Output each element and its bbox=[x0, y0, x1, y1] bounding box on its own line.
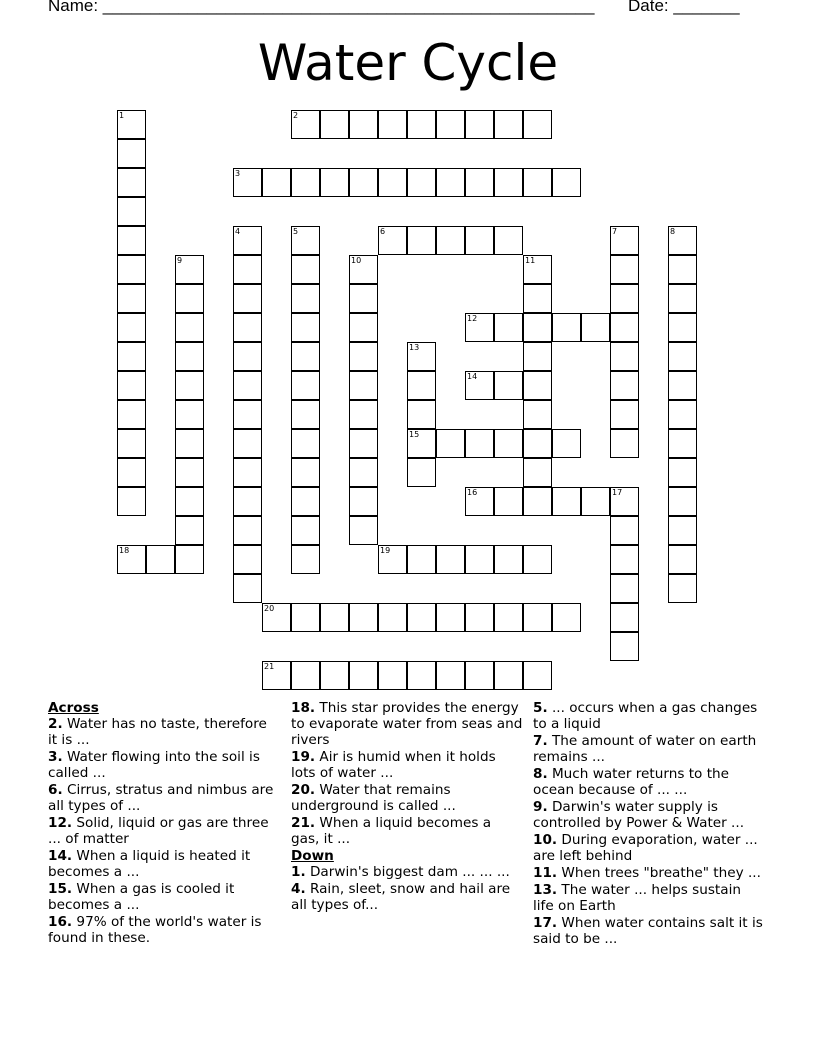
crossword-cell[interactable] bbox=[291, 545, 320, 574]
clue-number: 14. bbox=[48, 848, 73, 864]
crossword-cell[interactable] bbox=[494, 429, 523, 458]
cell-number: 20 bbox=[264, 604, 275, 613]
crossword-cell[interactable] bbox=[291, 429, 320, 458]
clue-number: 15. bbox=[48, 881, 73, 897]
crossword-cell[interactable] bbox=[291, 458, 320, 487]
name-field-label[interactable]: Name: ____________________________________________________ bbox=[48, 0, 595, 15]
clue-text: Water flowing into the soil is called ... bbox=[48, 749, 260, 781]
crossword-cell[interactable] bbox=[436, 661, 465, 690]
clue-number: 18. bbox=[291, 700, 316, 716]
crossword-cell[interactable] bbox=[668, 342, 697, 371]
crossword-cell[interactable] bbox=[291, 110, 320, 139]
clue-item bbox=[48, 749, 274, 781]
crossword-cell[interactable] bbox=[494, 226, 523, 255]
crossword-cell[interactable] bbox=[320, 110, 349, 139]
crossword-cell[interactable] bbox=[494, 110, 523, 139]
crossword-cell[interactable] bbox=[407, 110, 436, 139]
crossword-cell[interactable] bbox=[175, 371, 204, 400]
crossword-cell[interactable] bbox=[291, 284, 320, 313]
crossword-cell[interactable] bbox=[349, 342, 378, 371]
clue-text: When a liquid is heated it becomes a ... bbox=[48, 848, 251, 880]
clue-text: Water that remains underground is called ... bbox=[291, 782, 456, 814]
clue-number: 5. bbox=[533, 700, 548, 716]
crossword-cell[interactable] bbox=[291, 400, 320, 429]
crossword-cell[interactable] bbox=[610, 516, 639, 545]
crossword-cell[interactable] bbox=[233, 487, 262, 516]
crossword-cell[interactable] bbox=[668, 255, 697, 284]
crossword-cell[interactable] bbox=[378, 168, 407, 197]
crossword-cell[interactable] bbox=[465, 487, 494, 516]
cell-number: 1 bbox=[119, 111, 125, 120]
clues-column-1 bbox=[48, 700, 274, 947]
crossword-cell[interactable] bbox=[407, 661, 436, 690]
crossword-cell[interactable] bbox=[117, 371, 146, 400]
crossword-cell[interactable] bbox=[407, 226, 436, 255]
across-heading: Across bbox=[48, 700, 99, 716]
crossword-cell[interactable] bbox=[610, 487, 639, 516]
crossword-cell[interactable] bbox=[465, 545, 494, 574]
crossword-cell[interactable] bbox=[175, 487, 204, 516]
crossword-cell[interactable] bbox=[175, 400, 204, 429]
crossword-cell[interactable] bbox=[262, 603, 291, 632]
cell-number: 18 bbox=[119, 546, 130, 555]
crossword-cell[interactable] bbox=[117, 400, 146, 429]
crossword-cell[interactable] bbox=[552, 429, 581, 458]
clue-item bbox=[533, 700, 763, 732]
clue-number: 21. bbox=[291, 815, 316, 831]
cell-number: 10 bbox=[351, 256, 362, 265]
crossword-cell[interactable] bbox=[233, 429, 262, 458]
crossword-cell[interactable] bbox=[523, 487, 552, 516]
crossword-cell[interactable] bbox=[494, 371, 523, 400]
cell-number: 3 bbox=[235, 169, 241, 178]
crossword-cell[interactable] bbox=[233, 342, 262, 371]
crossword-cell[interactable] bbox=[552, 603, 581, 632]
crossword-cell[interactable] bbox=[378, 661, 407, 690]
clue-number: 4. bbox=[291, 881, 306, 897]
crossword-cell[interactable] bbox=[291, 313, 320, 342]
crossword-cell[interactable] bbox=[523, 458, 552, 487]
crossword-cell[interactable] bbox=[552, 313, 581, 342]
clue-text: Much water returns to the ocean because of ... ... bbox=[533, 766, 729, 798]
cell-number: 11 bbox=[525, 256, 536, 265]
crossword-cell[interactable] bbox=[117, 110, 146, 139]
crossword-cell[interactable] bbox=[233, 516, 262, 545]
page-title: Water Cycle bbox=[257, 34, 559, 92]
cell-number: 7 bbox=[612, 227, 618, 236]
crossword-cell[interactable] bbox=[465, 429, 494, 458]
crossword-cell[interactable] bbox=[349, 661, 378, 690]
clue-item bbox=[48, 815, 274, 847]
crossword-cell[interactable] bbox=[668, 400, 697, 429]
crossword-cell[interactable] bbox=[349, 168, 378, 197]
cell-number: 13 bbox=[409, 343, 420, 352]
cell-number: 16 bbox=[467, 488, 478, 497]
crossword-cell[interactable] bbox=[523, 400, 552, 429]
cell-number: 21 bbox=[264, 662, 275, 671]
crossword-cell[interactable] bbox=[233, 458, 262, 487]
cell-number: 5 bbox=[293, 227, 299, 236]
crossword-cell[interactable] bbox=[494, 168, 523, 197]
cell-number: 17 bbox=[612, 488, 623, 497]
clue-item bbox=[533, 882, 763, 914]
down-clue-list-continued bbox=[533, 700, 763, 947]
crossword-cell[interactable] bbox=[146, 545, 175, 574]
crossword-cell[interactable] bbox=[117, 458, 146, 487]
clue-text: Water has no taste, therefore it is ... bbox=[48, 716, 267, 748]
crossword-cell[interactable] bbox=[349, 429, 378, 458]
crossword-cell[interactable] bbox=[465, 603, 494, 632]
clue-text: The amount of water on earth remains ... bbox=[533, 733, 757, 765]
clue-item bbox=[291, 782, 523, 814]
clue-number: 7. bbox=[533, 733, 548, 749]
crossword-cell[interactable] bbox=[668, 516, 697, 545]
crossword-cell[interactable] bbox=[349, 458, 378, 487]
crossword-cell[interactable] bbox=[610, 255, 639, 284]
clue-number: 1. bbox=[291, 864, 306, 880]
crossword-cell[interactable] bbox=[668, 458, 697, 487]
cell-number: 4 bbox=[235, 227, 241, 236]
crossword-cell[interactable] bbox=[291, 487, 320, 516]
date-field-label[interactable]: Date: _______ bbox=[628, 0, 740, 15]
crossword-cell[interactable] bbox=[291, 168, 320, 197]
crossword-cell[interactable] bbox=[668, 371, 697, 400]
crossword-cell[interactable] bbox=[175, 284, 204, 313]
down-clue-list bbox=[291, 864, 523, 913]
crossword-cell[interactable] bbox=[436, 603, 465, 632]
crossword-cell[interactable] bbox=[117, 226, 146, 255]
crossword-cell[interactable] bbox=[610, 371, 639, 400]
crossword-cell[interactable] bbox=[378, 603, 407, 632]
crossword-cell[interactable] bbox=[407, 400, 436, 429]
clue-item bbox=[533, 832, 763, 864]
clue-number: 2. bbox=[48, 716, 63, 732]
crossword-cell[interactable] bbox=[610, 603, 639, 632]
crossword-cell[interactable] bbox=[117, 255, 146, 284]
clue-text: Air is humid when it holds lots of water ... bbox=[291, 749, 496, 781]
crossword-cell[interactable] bbox=[610, 226, 639, 255]
clue-item bbox=[291, 749, 523, 781]
clue-text: Darwin's biggest dam ... ... ... bbox=[305, 864, 510, 880]
crossword-cell[interactable] bbox=[291, 255, 320, 284]
crossword-cell[interactable] bbox=[668, 487, 697, 516]
crossword-cell[interactable] bbox=[175, 545, 204, 574]
crossword-cell[interactable] bbox=[349, 255, 378, 284]
crossword-cell[interactable] bbox=[407, 342, 436, 371]
cell-number: 8 bbox=[670, 227, 676, 236]
crossword-cell[interactable] bbox=[407, 168, 436, 197]
crossword-cell[interactable] bbox=[349, 516, 378, 545]
crossword-cell[interactable] bbox=[494, 661, 523, 690]
clue-item bbox=[48, 716, 274, 748]
crossword-cell[interactable] bbox=[291, 603, 320, 632]
crossword-cell[interactable] bbox=[668, 574, 697, 603]
clue-number: 20. bbox=[291, 782, 316, 798]
crossword-cell[interactable] bbox=[610, 313, 639, 342]
crossword-cell[interactable] bbox=[581, 313, 610, 342]
crossword-cell[interactable] bbox=[465, 313, 494, 342]
clue-item bbox=[48, 914, 274, 946]
crossword-cell[interactable] bbox=[436, 110, 465, 139]
crossword-cell[interactable] bbox=[610, 400, 639, 429]
crossword-cell[interactable] bbox=[552, 487, 581, 516]
crossword-cell[interactable] bbox=[552, 168, 581, 197]
crossword-cell[interactable] bbox=[610, 342, 639, 371]
crossword-cell[interactable] bbox=[117, 313, 146, 342]
crossword-cell[interactable] bbox=[436, 226, 465, 255]
crossword-cell[interactable] bbox=[407, 603, 436, 632]
crossword-cell[interactable] bbox=[523, 371, 552, 400]
clue-text: The water ... helps sustain life on Earth bbox=[533, 882, 741, 914]
clue-number: 3. bbox=[48, 749, 63, 765]
clue-text: When trees "breathe" they ... bbox=[557, 865, 761, 881]
crossword-cell[interactable] bbox=[349, 110, 378, 139]
clue-text: When a gas is cooled it becomes a ... bbox=[48, 881, 235, 913]
clue-number: 12. bbox=[48, 815, 73, 831]
clue-number: 8. bbox=[533, 766, 548, 782]
crossword-cell[interactable] bbox=[175, 342, 204, 371]
crossword-cell[interactable] bbox=[523, 342, 552, 371]
crossword-cell[interactable] bbox=[523, 284, 552, 313]
crossword-cell[interactable] bbox=[291, 342, 320, 371]
crossword-cell[interactable] bbox=[233, 168, 262, 197]
across-clue-list bbox=[48, 716, 274, 946]
cell-number: 12 bbox=[467, 314, 478, 323]
crossword-cell[interactable] bbox=[494, 487, 523, 516]
crossword-cell[interactable] bbox=[436, 429, 465, 458]
clue-number: 17. bbox=[533, 915, 558, 931]
crossword-cell[interactable] bbox=[349, 603, 378, 632]
crossword-cell[interactable] bbox=[117, 545, 146, 574]
cell-number: 14 bbox=[467, 372, 478, 381]
clue-text: Cirrus, stratus and nimbus are all types of ... bbox=[48, 782, 274, 814]
clue-item bbox=[291, 815, 523, 847]
crossword-cell[interactable] bbox=[523, 603, 552, 632]
crossword-cell[interactable] bbox=[175, 255, 204, 284]
crossword-cell[interactable] bbox=[581, 487, 610, 516]
crossword-cell[interactable] bbox=[349, 284, 378, 313]
crossword-cell[interactable] bbox=[523, 313, 552, 342]
crossword-cell[interactable] bbox=[117, 197, 146, 226]
cell-number: 2 bbox=[293, 111, 299, 120]
crossword-cell[interactable] bbox=[175, 313, 204, 342]
clue-item bbox=[48, 848, 274, 880]
clues-column-2 bbox=[291, 700, 523, 914]
clues-column-3 bbox=[533, 700, 763, 948]
crossword-cell[interactable] bbox=[233, 313, 262, 342]
crossword-cell[interactable] bbox=[320, 603, 349, 632]
crossword-cell[interactable] bbox=[117, 342, 146, 371]
crossword-cell[interactable] bbox=[494, 313, 523, 342]
crossword-cell[interactable] bbox=[349, 371, 378, 400]
across-clue-list-continued bbox=[291, 700, 523, 847]
clue-text: When water contains salt it is said to be ... bbox=[533, 915, 763, 947]
crossword-cell[interactable] bbox=[233, 545, 262, 574]
crossword-cell[interactable] bbox=[320, 661, 349, 690]
clue-number: 6. bbox=[48, 782, 63, 798]
clue-item bbox=[291, 700, 523, 748]
crossword-cell[interactable] bbox=[117, 139, 146, 168]
crossword-cell[interactable] bbox=[378, 545, 407, 574]
crossword-cell[interactable] bbox=[233, 226, 262, 255]
crossword-cell[interactable] bbox=[117, 487, 146, 516]
crossword-cell[interactable] bbox=[407, 371, 436, 400]
clue-text: 97% of the world's water is found in these. bbox=[48, 914, 262, 946]
crossword-cell[interactable] bbox=[175, 458, 204, 487]
clue-number: 10. bbox=[533, 832, 558, 848]
crossword-cell[interactable] bbox=[668, 429, 697, 458]
cell-number: 9 bbox=[177, 256, 183, 265]
crossword-cell[interactable] bbox=[523, 545, 552, 574]
crossword-cell[interactable] bbox=[610, 545, 639, 574]
clue-item bbox=[533, 733, 763, 765]
clue-number: 19. bbox=[291, 749, 316, 765]
crossword-cell[interactable] bbox=[523, 168, 552, 197]
crossword-cell[interactable] bbox=[465, 371, 494, 400]
crossword-cell[interactable] bbox=[378, 226, 407, 255]
crossword-cell[interactable] bbox=[523, 661, 552, 690]
clue-number: 9. bbox=[533, 799, 548, 815]
clue-text: Darwin's water supply is controlled by Power & Water ... bbox=[533, 799, 745, 831]
clue-text: ... occurs when a gas changes to a liquid bbox=[533, 700, 758, 732]
crossword-cell[interactable] bbox=[233, 371, 262, 400]
crossword-cell[interactable] bbox=[291, 661, 320, 690]
crossword-cell[interactable] bbox=[436, 545, 465, 574]
crossword-cell[interactable] bbox=[320, 168, 349, 197]
clue-item bbox=[291, 864, 523, 880]
crossword-cell[interactable] bbox=[262, 661, 291, 690]
crossword-cell[interactable] bbox=[494, 545, 523, 574]
crossword-cell[interactable] bbox=[668, 284, 697, 313]
crossword-cell[interactable] bbox=[523, 429, 552, 458]
clue-text: During evaporation, water ... are left behind bbox=[533, 832, 758, 864]
crossword-cell[interactable] bbox=[233, 255, 262, 284]
crossword-cell[interactable] bbox=[494, 603, 523, 632]
crossword-cell[interactable] bbox=[175, 516, 204, 545]
clue-item bbox=[48, 881, 274, 913]
clue-item bbox=[533, 915, 763, 947]
crossword-cell[interactable] bbox=[291, 371, 320, 400]
crossword-cell[interactable] bbox=[117, 284, 146, 313]
crossword-cell[interactable] bbox=[610, 429, 639, 458]
crossword-cell[interactable] bbox=[523, 255, 552, 284]
crossword-cell[interactable] bbox=[262, 168, 291, 197]
crossword-cell[interactable] bbox=[291, 516, 320, 545]
clue-item bbox=[291, 881, 523, 913]
crossword-cell[interactable] bbox=[407, 545, 436, 574]
clue-number: 13. bbox=[533, 882, 558, 898]
clue-text: When a liquid becomes a gas, it ... bbox=[291, 815, 492, 847]
crossword-cell[interactable] bbox=[668, 545, 697, 574]
crossword-cell[interactable] bbox=[523, 110, 552, 139]
crossword-cell[interactable] bbox=[291, 226, 320, 255]
crossword-cell[interactable] bbox=[668, 226, 697, 255]
clue-item bbox=[533, 799, 763, 831]
crossword-cell[interactable] bbox=[117, 429, 146, 458]
crossword-cell[interactable] bbox=[233, 574, 262, 603]
crossword-cell[interactable] bbox=[233, 284, 262, 313]
clue-text: Rain, sleet, snow and hail are all types of... bbox=[291, 881, 511, 913]
clue-number: 16. bbox=[48, 914, 73, 930]
crossword-cell[interactable] bbox=[349, 400, 378, 429]
clue-text: Solid, liquid or gas are three ... of matter bbox=[48, 815, 269, 847]
clue-item bbox=[533, 865, 763, 881]
crossword-cell[interactable] bbox=[407, 458, 436, 487]
clue-number: 11. bbox=[533, 865, 558, 881]
crossword-cell[interactable] bbox=[465, 110, 494, 139]
clue-item bbox=[48, 782, 274, 814]
crossword-cell[interactable] bbox=[465, 661, 494, 690]
crossword-cell[interactable] bbox=[117, 168, 146, 197]
crossword-cell[interactable] bbox=[349, 313, 378, 342]
clue-item bbox=[533, 766, 763, 798]
crossword-cell[interactable] bbox=[436, 168, 465, 197]
clue-text: This star provides the energy to evaporate water from seas and rivers bbox=[291, 700, 523, 748]
crossword-cell[interactable] bbox=[175, 429, 204, 458]
crossword-cell[interactable] bbox=[349, 487, 378, 516]
crossword-cell[interactable] bbox=[378, 110, 407, 139]
cell-number: 15 bbox=[409, 430, 420, 439]
crossword-cell[interactable] bbox=[610, 284, 639, 313]
crossword-cell[interactable] bbox=[668, 313, 697, 342]
crossword-cell[interactable] bbox=[465, 168, 494, 197]
cell-number: 19 bbox=[380, 546, 391, 555]
crossword-cell[interactable] bbox=[233, 400, 262, 429]
crossword-cell[interactable] bbox=[610, 632, 639, 661]
down-heading: Down bbox=[291, 848, 334, 864]
crossword-cell[interactable] bbox=[407, 429, 436, 458]
cell-number: 6 bbox=[380, 227, 386, 236]
crossword-cell[interactable] bbox=[465, 226, 494, 255]
crossword-cell[interactable] bbox=[610, 574, 639, 603]
